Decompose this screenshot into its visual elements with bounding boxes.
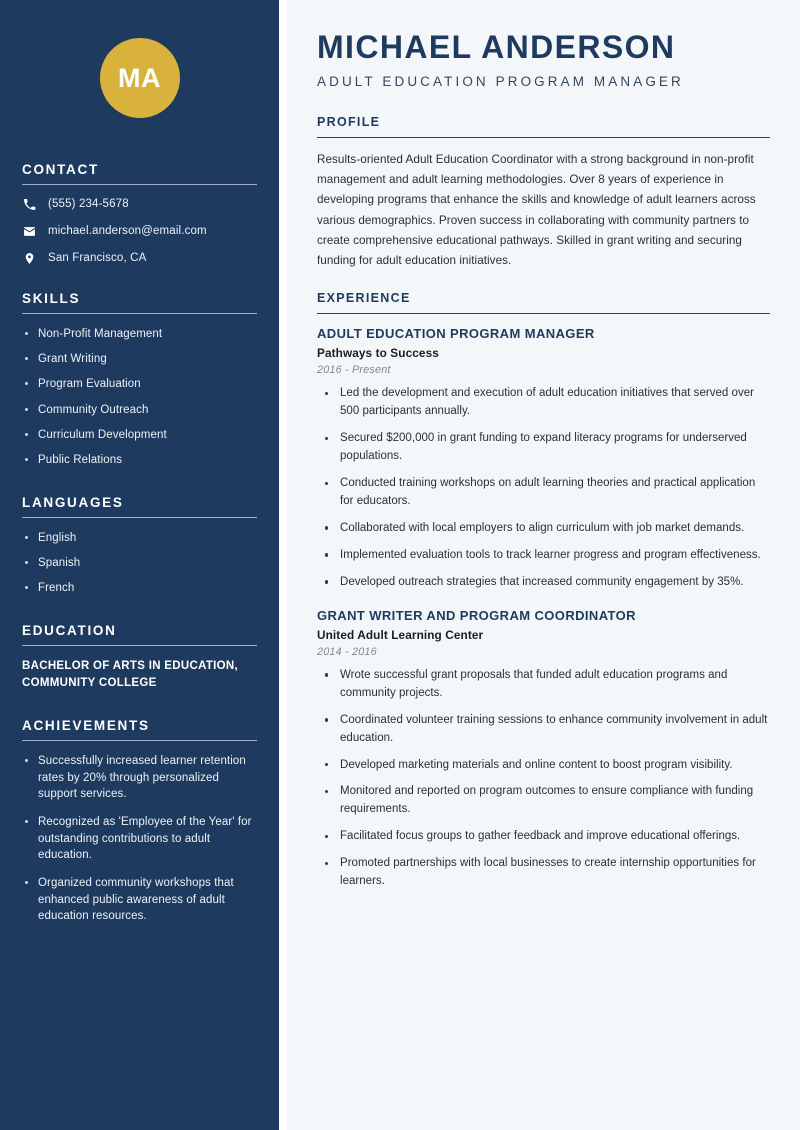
profile-section — [317, 115, 770, 271]
list-item: Coordinated volunteer training sessions to enhance community involvement in adult education. — [321, 712, 770, 748]
contact-section — [22, 162, 257, 265]
list-item: French — [22, 580, 257, 597]
list-item: Grant Writing — [22, 351, 257, 368]
list-item: Developed marketing materials and online content to boost program visibility. — [321, 757, 770, 775]
education-divider — [22, 645, 257, 646]
list-item: Led the development and execution of adult education initiatives that served over 500 participants annually. — [321, 385, 770, 421]
experience-heading: EXPERIENCE — [317, 290, 411, 305]
education-degree: BACHELOR OF ARTS IN EDUCATION, COMMUNITY COLLEGE — [22, 659, 238, 689]
skills-heading: SKILLS — [22, 291, 81, 306]
location-pin-icon — [22, 251, 36, 265]
languages-heading: LANGUAGES — [22, 494, 124, 510]
list-item: Curriculum Development — [22, 427, 257, 444]
experience-section — [317, 291, 770, 891]
contact-phone-value: (555) 234-5678 — [48, 198, 129, 210]
experience-bullets — [317, 385, 770, 591]
list-item: Facilitated focus groups to gather feedback and improve educational offerings. — [321, 828, 770, 846]
experience-divider — [317, 313, 770, 314]
skills-list — [22, 326, 257, 469]
list-item: Monitored and reported on program outcomes to ensure compliance with funding requirements. — [321, 783, 770, 819]
job-title-subtitle: ADULT EDUCATION PROGRAM MANAGER — [317, 73, 684, 89]
avatar-container — [22, 0, 257, 162]
experience-dates: 2014 - 2016 — [317, 645, 377, 658]
list-item: English — [22, 530, 257, 547]
profile-heading: PROFILE — [317, 114, 381, 129]
languages-list — [22, 530, 257, 597]
list-item: Program Evaluation — [22, 376, 257, 393]
page-title: MICHAEL ANDERSON — [317, 29, 676, 65]
sidebar — [0, 0, 279, 1130]
achievements-section — [22, 718, 257, 925]
main-content — [287, 0, 800, 1130]
list-item: Spanish — [22, 555, 257, 572]
list-item: Wrote successful grant proposals that funded adult education programs and community projects. — [321, 667, 770, 703]
contact-email-value: michael.anderson@email.com — [48, 225, 207, 237]
list-item: Implemented evaluation tools to track learner progress and program effectiveness. — [321, 547, 770, 565]
languages-section — [22, 495, 257, 597]
skills-section — [22, 291, 257, 469]
experience-company: Pathways to Success — [317, 346, 439, 361]
contact-heading: CONTACT — [22, 162, 99, 177]
list-item: Organized community workshops that enhanced public awareness of adult education resources. — [22, 875, 257, 925]
experience-role: ADULT EDUCATION PROGRAM MANAGER — [317, 326, 595, 342]
education-section — [22, 623, 257, 693]
list-item: Secured $200,000 in grant funding to expand literacy programs for underserved populations. — [321, 430, 770, 466]
achievements-divider — [22, 740, 257, 741]
contact-item-email[interactable] — [22, 224, 257, 238]
list-item: Collaborated with local employers to align curriculum with job market demands. — [321, 520, 770, 538]
avatar: MA — [100, 38, 180, 118]
list-item: Developed outreach strategies that increased community engagement by 35%. — [321, 574, 770, 592]
contact-divider — [22, 184, 257, 185]
list-item: Promoted partnerships with local businesses to create internship opportunities for learners. — [321, 855, 770, 891]
profile-text: Results-oriented Adult Education Coordinator with a strong background in non-profit management and adult learning methodologies. Over 8 years of experience in developing programs that enhance the skills and knowledge of adult learners across various demographics. Proven success in collaborating with community partners to create comprehensive educational pathways. Skilled in grant writing and securing funding for adult education initiatives. — [317, 153, 756, 267]
experience-company: United Adult Learning Center — [317, 627, 484, 642]
list-item: Recognized as 'Employee of the Year' for outstanding contributions to adult education. — [22, 814, 257, 864]
experience-role: GRANT WRITER AND PROGRAM COORDINATOR — [317, 607, 636, 623]
experience-dates: 2016 - Present — [317, 364, 391, 377]
column-gutter — [279, 0, 287, 1130]
list-item: Public Relations — [22, 452, 257, 469]
skills-divider — [22, 313, 257, 314]
profile-divider — [317, 137, 770, 138]
phone-icon — [22, 197, 36, 211]
contact-item-location[interactable] — [22, 251, 257, 265]
education-heading: EDUCATION — [22, 622, 117, 638]
experience-entry — [317, 608, 770, 891]
list-item: Successfully increased learner retention rates by 20% through personalized support services. — [22, 753, 257, 803]
list-item: Community Outreach — [22, 402, 257, 419]
experience-entry — [317, 326, 770, 591]
contact-location-value: San Francisco, CA — [48, 252, 147, 264]
envelope-icon — [22, 224, 36, 238]
achievements-heading: ACHIEVEMENTS — [22, 718, 150, 734]
achievements-list — [22, 753, 257, 925]
list-item: Non-Profit Management — [22, 326, 257, 343]
list-item: Conducted training workshops on adult learning theories and practical application for educators. — [321, 475, 770, 511]
contact-item-phone[interactable] — [22, 197, 257, 211]
languages-divider — [22, 517, 257, 518]
experience-bullets — [317, 667, 770, 891]
